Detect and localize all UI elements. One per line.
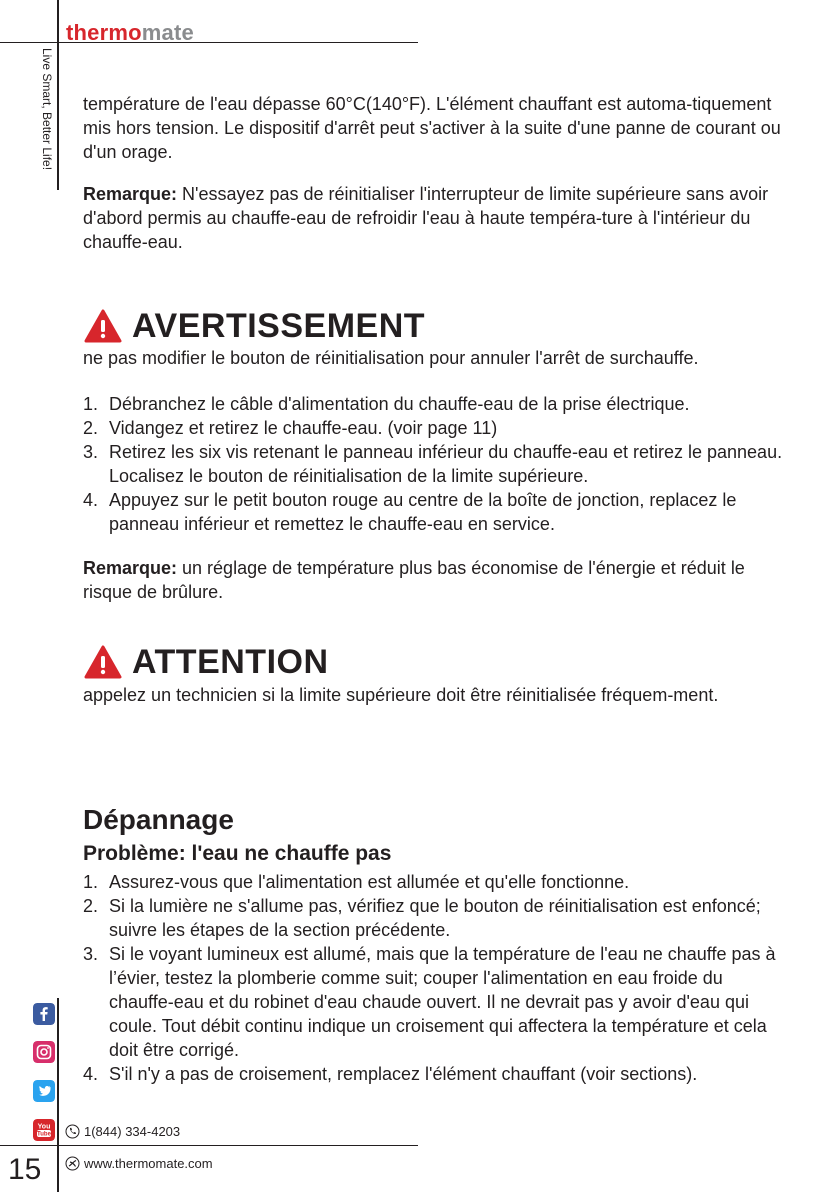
step-number: 1.: [83, 394, 99, 414]
svg-text:Tube: Tube: [37, 1131, 51, 1138]
logo-text-mate: mate: [141, 20, 194, 45]
step-number: 1.: [83, 872, 99, 892]
warning-triangle-icon: [84, 645, 122, 679]
note-label: Remarque:: [83, 184, 178, 204]
step-number: 3.: [83, 442, 99, 462]
note-label: Remarque:: [83, 558, 178, 578]
warning-title: AVERTISSEMENT: [132, 307, 426, 345]
step-text: Débranchez le câble d'alimentation du chauffe-eau de la prise électrique.: [109, 394, 690, 414]
list-item: [83, 488, 783, 536]
warning-triangle-icon: [84, 309, 122, 343]
slogan: [40, 48, 58, 188]
attention-section: [83, 683, 783, 707]
step-number: 4.: [83, 1064, 99, 1084]
attention-title: ATTENTION: [132, 643, 329, 681]
svg-text:You: You: [37, 1123, 51, 1131]
footer-website: [65, 1156, 213, 1171]
slogan-text: Live Smart, Better Life!: [40, 48, 54, 171]
list-item: [83, 870, 783, 894]
phone-number: 1(844) 334-4203: [84, 1124, 181, 1139]
left-margin-line-bottom: [57, 998, 59, 1192]
step-text: Retirez les six vis retenant le panneau inférieur du chauffe-eau et retirez le panneau. Localisez le bouton de réinitialisation de la limite supérieure.: [109, 442, 783, 486]
step-number: 3.: [83, 944, 99, 964]
list-item: [83, 894, 783, 942]
list-item: [83, 440, 783, 488]
intro-note: [83, 182, 783, 254]
list-item: [83, 392, 783, 416]
intro-section: [83, 92, 783, 254]
brand-logo: [66, 20, 194, 46]
attention-text: appelez un technicien si la limite supérieure doit être réinitialisée fréquem-ment.: [83, 685, 719, 705]
facebook-icon[interactable]: [33, 1003, 55, 1025]
phone-icon: [65, 1124, 80, 1139]
footer-phone: [65, 1124, 180, 1139]
step-number: 2.: [83, 896, 99, 916]
problem-heading: Problème: l'eau ne chauffe pas: [83, 842, 392, 865]
troubleshooting-steps: [83, 870, 783, 1086]
instagram-icon[interactable]: [33, 1041, 55, 1063]
warning-section: [83, 346, 783, 604]
step-number: 4.: [83, 490, 99, 510]
step-text: Vidangez et retirez le chauffe-eau. (voir page 11): [109, 418, 498, 438]
warning-text: ne pas modifier le bouton de réinitialisation pour annuler l'arrêt de surchauffe.: [83, 348, 699, 368]
warning-steps: [83, 392, 783, 536]
twitter-icon[interactable]: [33, 1080, 55, 1102]
troubleshooting-section: [83, 804, 783, 1086]
note-text: un réglage de température plus bas économise de l'énergie et réduit le risque de brûlure.: [83, 558, 745, 602]
step-text: Appuyez sur le petit bouton rouge au centre de la boîte de jonction, replacez le panneau inférieur et remettez le chauffe-eau en service.: [109, 490, 737, 534]
step-text: S'il n'y a pas de croisement, remplacez l'élément chauffant (voir sections).: [109, 1064, 698, 1084]
logo-text-thermo: thermo: [66, 20, 142, 45]
globe-icon: [65, 1156, 80, 1171]
attention-heading: [84, 644, 329, 680]
note-text: N'essayez pas de réinitialiser l'interrupteur de limite supérieure sans avoir d'abord permis au chauffe-eau de refroidir l'eau à haute tempéra-ture à l'intérieur du chauffe-eau.: [83, 184, 769, 252]
youtube-icon[interactable]: [33, 1119, 55, 1141]
warning-note: [83, 556, 783, 604]
section-heading: Dépannage: [83, 804, 234, 835]
intro-paragraph: température de l'eau dépasse 60°C(140°F). L'élément chauffant est automa-tiquement mis hors tension. Le dispositif d'arrêt peut s'activer à la suite d'une panne de courant ou d'un orage.: [83, 94, 781, 162]
list-item: [83, 1062, 783, 1086]
step-text: Si la lumière ne s'allume pas, vérifiez que le bouton de réinitialisation est enfoncé; suivre les étapes de la section précédente.: [109, 896, 761, 940]
header-rule: [0, 42, 418, 43]
step-number: 2.: [83, 418, 99, 438]
list-item: [83, 416, 783, 440]
step-text: Si le voyant lumineux est allumé, mais que la température de l'eau ne chauffe pas à l’évier, testez la plomberie comme suit; couper l'alimentation en eau froide du chauffe-eau et du robinet d'eau chaude ouvert. Il ne devrait pas y avoir d'eau qui coule. Tout débit continu indique un croisement qui affectera la température et cela doit être corrigé.: [109, 944, 776, 1060]
footer-rule: [0, 1145, 418, 1146]
website-link[interactable]: www.thermomate.com: [84, 1156, 213, 1171]
page-number: 15: [8, 1153, 42, 1186]
list-item: [83, 942, 783, 1062]
warning-heading: [84, 308, 425, 344]
step-text: Assurez-vous que l'alimentation est allumée et qu'elle fonctionne.: [109, 872, 630, 892]
